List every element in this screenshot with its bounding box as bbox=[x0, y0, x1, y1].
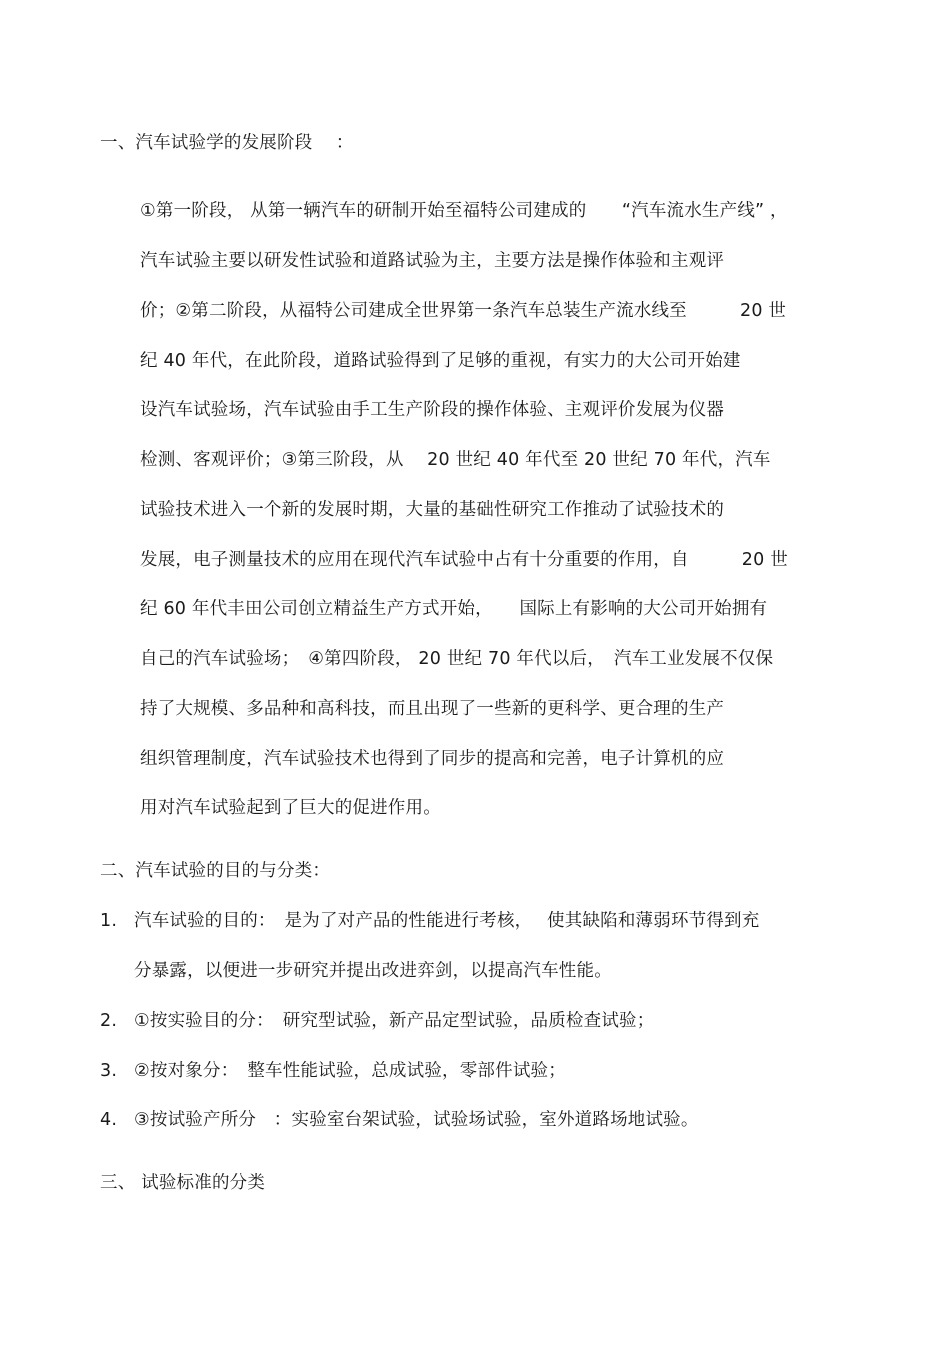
list-item-number: 1. bbox=[100, 911, 118, 931]
section-1-line: 自己的汽车试验场； ④第四阶段， 20 世纪 70 年代以后， 汽车工业发展不仅保 bbox=[140, 649, 774, 669]
section-1-line: 设汽车试验场，汽车试验由手工生产阶段的操作体验、主观评价发展为仪器 bbox=[140, 400, 725, 420]
list-item-number: 4. bbox=[100, 1110, 118, 1130]
list-item-continuation: 分暴露，以便进一步研究并提出改进弈剑，以提高汽车性能。 bbox=[134, 961, 612, 981]
list-item-text: ②按对象分： 整车性能试验，总成试验，零部件试验； bbox=[134, 1061, 566, 1081]
section-1-line: 汽车试验主要以研发性试验和道路试验为主，主要方法是操作体验和主观评 bbox=[140, 251, 725, 271]
section-2-heading: 二、汽车试验的目的与分类： bbox=[100, 861, 331, 881]
section-1-line: 用对汽车试验起到了巨大的促进作用。 bbox=[140, 798, 441, 818]
section-1-line: 持了大规模、多品种和高科技，而且出现了一些新的更科学、更合理的生产 bbox=[140, 699, 725, 719]
section-1-line: 组织管理制度，汽车试验技术也得到了同步的提高和完善，电子计算机的应 bbox=[140, 749, 725, 769]
section-1-line: 纪 60 年代丰田公司创立精益生产方式开始， 国际上有影响的大公司开始拥有 bbox=[140, 599, 768, 619]
section-1-line: 检测、客观评价；③第三阶段，从 20 世纪 40 年代至 20 世纪 70 年代，汽车 bbox=[140, 450, 771, 470]
section-3-heading: 三、 试验标准的分类 bbox=[100, 1173, 266, 1193]
section-1-line: 价；②第二阶段，从福特公司建成全世界第一条汽车总装生产流水线至 20 世 bbox=[140, 301, 787, 321]
list-item-number: 2. bbox=[100, 1011, 118, 1031]
section-1-line: 纪 40 年代，在此阶段，道路试验得到了足够的重视，有实力的大公司开始建 bbox=[140, 351, 741, 371]
list-item-text: 汽车试验的目的： 是为了对产品的性能进行考核， 使其缺陷和薄弱环节得到充 bbox=[134, 911, 760, 931]
list-item-text: ③按试验产所分 ：实验室台架试验，试验场试验，室外道路场地试验。 bbox=[134, 1110, 699, 1130]
list-item-number: 3. bbox=[100, 1061, 118, 1081]
section-1-heading: 一、汽车试验学的发展阶段 ： bbox=[100, 133, 354, 153]
list-item-text: ①按实验目的分： 研究型试验，新产品定型试验，品质检查试验； bbox=[134, 1011, 655, 1031]
section-1-line: 发展，电子测量技术的应用在现代汽车试验中占有十分重要的作用，自 20 世 bbox=[140, 550, 788, 570]
section-1-line: ①第一阶段， 从第一辆汽车的研制开始至福特公司建成的 “汽车流水生产线” ， bbox=[140, 201, 788, 221]
section-1-line: 试验技术进入一个新的发展时期，大量的基础性研究工作推动了试验技术的 bbox=[140, 500, 725, 520]
